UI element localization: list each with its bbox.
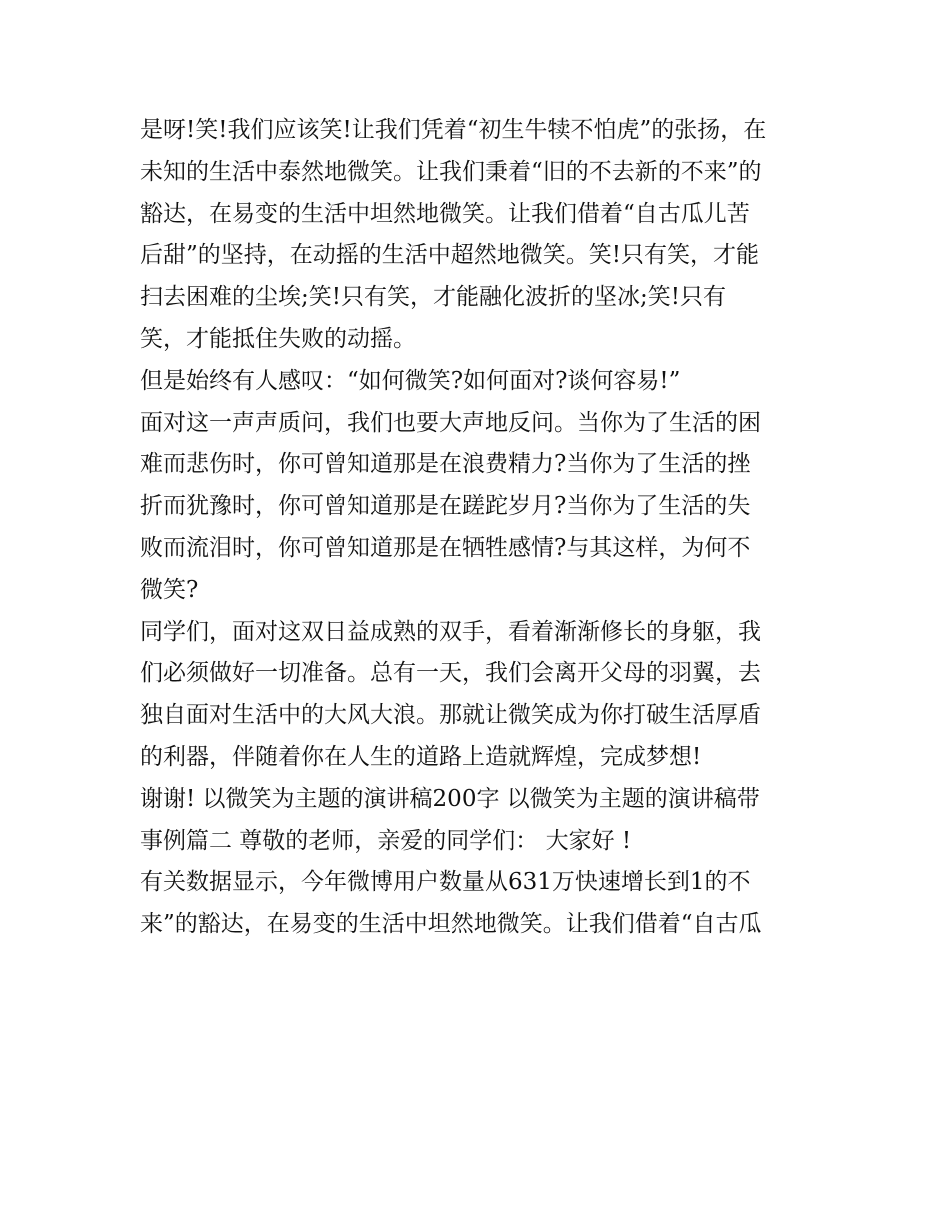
- text-line: 同学们，面对这双日益成熟的双手，看着渐渐修长的身躯，我: [140, 618, 761, 645]
- text-line: 是呀!笑!我们应该笑!让我们凭着“初生牛犊不怕虎”的张扬，在: [140, 117, 767, 143]
- text-line: 豁达，在易变的生活中坦然地微笑。让我们借着“自古瓜儿苦: [140, 200, 750, 227]
- text-line: 谢谢! 以微笑为主题的演讲稿200字 以微笑为主题的演讲稿带: [140, 785, 760, 812]
- text-line: 事例篇二 尊敬的老师，亲爱的同学们： 大家好 !: [140, 827, 632, 854]
- text-line: 微笑?: [140, 576, 199, 603]
- text-line: 来”的豁达，在易变的生活中坦然地微笑。让我们借着“自古瓜: [140, 911, 762, 938]
- text-line: 折而犹豫时，你可曾知道那是在蹉跎岁月?当你为了生活的失: [140, 493, 751, 520]
- text-line: 但是始终有人感叹：“如何微笑?如何面对?谈何容易!”: [140, 367, 681, 394]
- text-line: 的利器，伴随着你在人生的道路上造就辉煌，完成梦想!: [140, 743, 702, 770]
- text-line: 们必须做好一切准备。总有一天，我们会离开父母的羽翼，去: [140, 660, 761, 687]
- text-line: 有关数据显示，今年微博用户数量从631万快速增长到1的不: [140, 869, 751, 896]
- text-line: 后甜”的坚持，在动摇的生活中超然地微笑。笑!只有笑，才能: [140, 242, 760, 269]
- text-line: 独自面对生活中的大风大浪。那就让微笑成为你打破生活厚盾: [140, 702, 761, 729]
- text-line: 扫去困难的尘埃;笑!只有笑，才能融化波折的坚冰;笑!只有: [140, 284, 726, 311]
- body-text: [140, 110, 820, 946]
- text-line: 难而悲伤时，你可曾知道那是在浪费精力?当你为了生活的挫: [140, 451, 751, 478]
- text-line: 败而流泪时，你可曾知道那是在牺牲感情?与其这样，为何不: [140, 534, 751, 561]
- text-line: 面对这一声声质问，我们也要大声地反问。当你为了生活的困: [140, 409, 761, 436]
- text-line: 笑，才能抵住失败的动摇。: [140, 325, 416, 352]
- text-line: 未知的生活中泰然地微笑。让我们秉着“旧的不去新的不来”的: [140, 158, 762, 185]
